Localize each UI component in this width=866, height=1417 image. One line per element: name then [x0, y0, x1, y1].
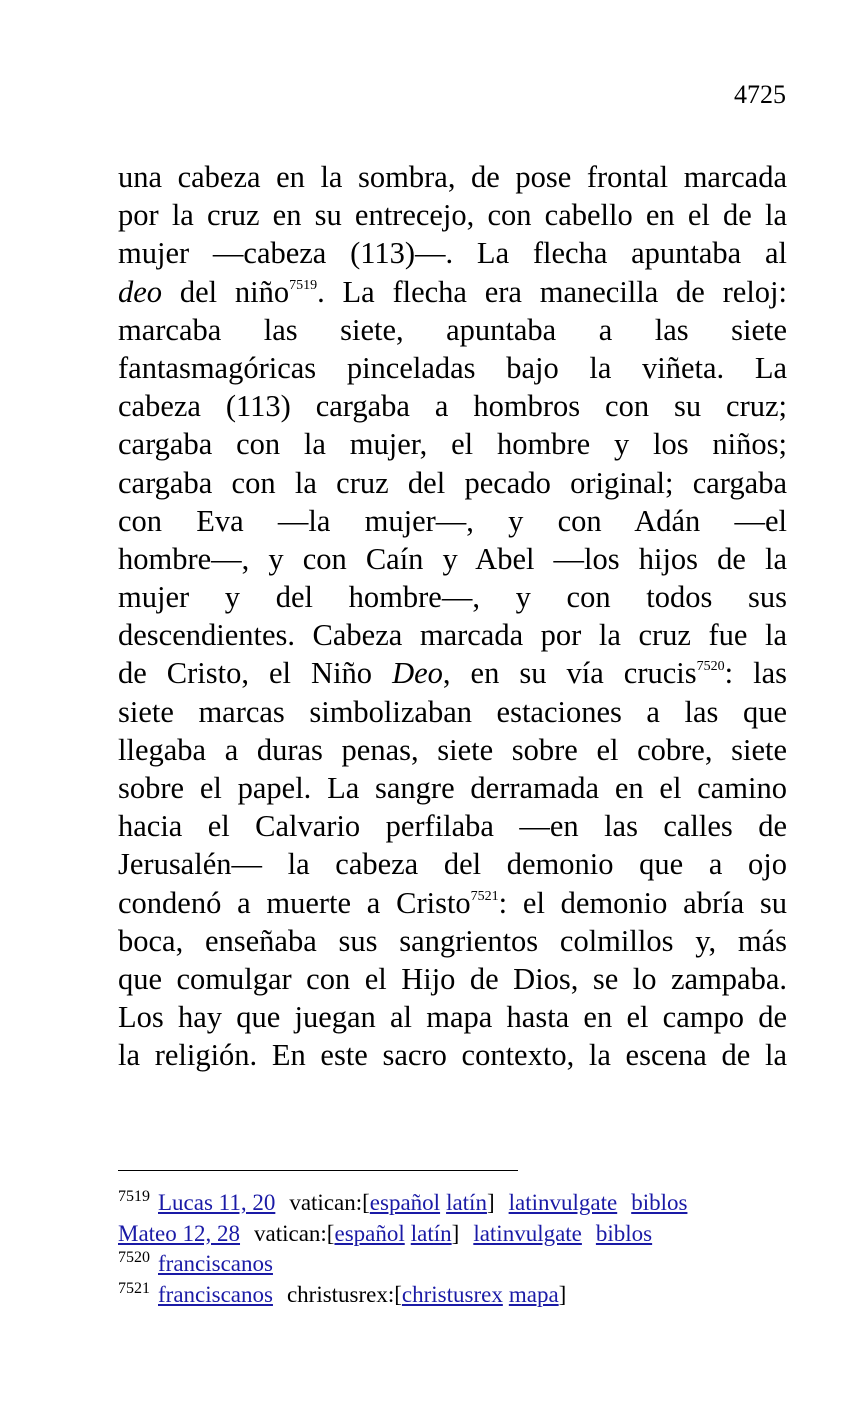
footnote-number: 7521 [118, 1279, 150, 1297]
bible-ref-link[interactable]: Lucas 11, 20 [158, 1190, 276, 1215]
footnote-7519-line2: Mateo 12, 28 vatican:[español latín] latinvulgate biblos [118, 1220, 653, 1246]
mapa-link[interactable]: mapa [508, 1281, 559, 1307]
text-line: hombre—, y con Caín y Abel —los hijos de la [118, 541, 787, 576]
text-line: cabeza (113) cargaba a hombros con su cruz; [118, 389, 787, 424]
source-label: christusrex:[ [286, 1281, 402, 1307]
text-line: con Eva —la mujer—, y con Adán —el [118, 503, 787, 538]
text-line: cargaba con la cruz del pecado original; cargaba [118, 465, 787, 500]
text-line: mujer —cabeza (113)—. La flecha apuntaba al [118, 236, 787, 271]
footnote-separator [118, 1170, 518, 1171]
text-line: sobre el papel. La sangre derramada en el camino [118, 771, 787, 805]
text-line: de Cristo, el Niño Deo, en su vía crucis$^{7520}$: las [118, 656, 787, 691]
footnotes [118, 1188, 818, 1310]
footnote-ref[interactable]: 7520 [696, 659, 725, 675]
footnote-number: 7519 [118, 1188, 150, 1205]
text-line: Los hay que juegan al mapa hasta en el campo de [118, 1000, 787, 1035]
bible-ref-link[interactable]: Mateo 12, 28 [118, 1220, 241, 1246]
latinvulgate-link[interactable]: latinvulgate [508, 1190, 618, 1215]
footnote-7519: $^{7519}$ Lucas 11, 20 vatican:[español latín] latinvulgate biblos [118, 1188, 688, 1215]
text-line: descendientes. Cabeza marcada por la cruz fue la [118, 618, 787, 653]
text-line: una cabeza en la sombra, de pose frontal marcada [118, 160, 787, 194]
christusrex-link[interactable]: christusrex [401, 1281, 503, 1307]
footnote-ref[interactable]: 7521 [470, 888, 499, 904]
text-line: deo del niño$^{7519}$. La flecha era manecilla de reloj: [118, 274, 787, 309]
text-line: boca, enseñaba sus sangrientos colmillos y, más [118, 923, 787, 958]
body-text [118, 158, 787, 1075]
franciscanos-link[interactable]: franciscanos [158, 1251, 273, 1276]
spanish-link[interactable]: español [334, 1220, 405, 1246]
text-line: hacia el Calvario perfilaba —en las calles de [118, 809, 787, 844]
spanish-link[interactable]: español [369, 1190, 441, 1215]
footnote-number: 7520 [118, 1249, 150, 1266]
footnote-7521: $^{7521}$ franciscanos christusrex:[christusrex mapa] [118, 1279, 567, 1307]
text-line: cargaba con la mujer, el hombre y los niños; [118, 427, 787, 462]
text-line: mujer y del hombre—, y con todos sus [118, 580, 787, 615]
text-line: Jerusalén— la cabeza del demonio que a ojo [118, 847, 787, 882]
text-line: siete marcas simbolizaban estaciones a las que [118, 694, 787, 729]
biblos-link[interactable]: biblos [595, 1220, 653, 1246]
biblos-link[interactable]: biblos [631, 1190, 688, 1215]
page-number: 4725 [734, 80, 786, 109]
latin-link[interactable]: latín [446, 1190, 487, 1215]
source-label: vatican:[ [289, 1190, 370, 1215]
text-line: que comulgar con el Hijo de Dios, se lo zampaba. [118, 961, 787, 996]
text-line: fantasmagóricas pinceladas bajo la viñeta. La [118, 350, 787, 385]
latin-link[interactable]: latín [410, 1220, 452, 1246]
text-line: la religión. En este sacro contexto, la escena de la [118, 1038, 787, 1073]
source-label: vatican:[ [254, 1220, 335, 1246]
text-line: por la cruz en su entrecejo, con cabello en el de la [118, 198, 787, 233]
text-line: marcaba las siete, apuntaba a las siete [118, 312, 787, 347]
footnote-7520 [118, 1249, 818, 1280]
latinvulgate-link[interactable]: latinvulgate [473, 1220, 582, 1246]
footnote-ref[interactable]: 7519 [289, 277, 318, 293]
franciscanos-link[interactable]: franciscanos [158, 1281, 273, 1307]
text-line: condenó a muerte a Cristo$^{7521}$: el demonio abría su [118, 885, 787, 920]
text-line: llegaba a duras penas, siete sobre el cobre, siete [118, 732, 787, 767]
